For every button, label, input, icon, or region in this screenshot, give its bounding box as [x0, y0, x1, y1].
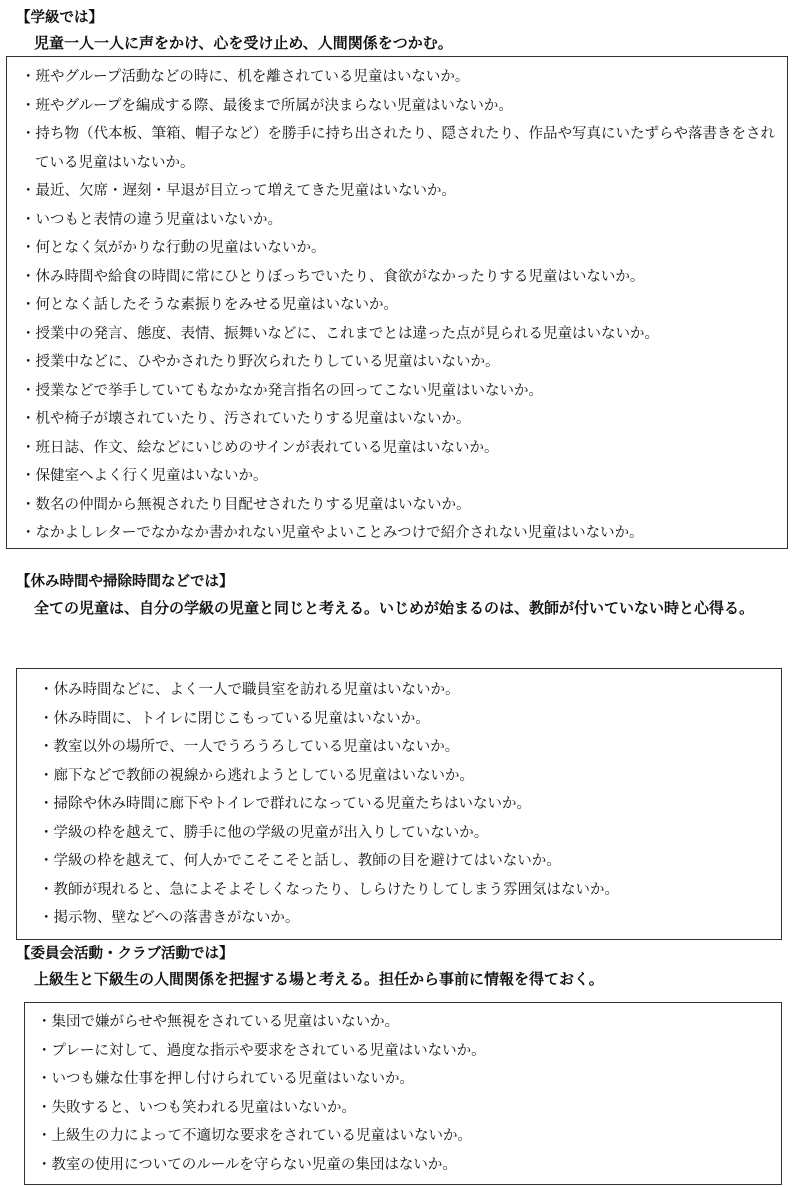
checklist-item: ・ 教室の使用についてのルールを守らない児童の集団はないか。 — [37, 1151, 781, 1180]
checklist-item: ・ 休み時間などに、よく一人で職員室を訪れる児童はいないか。 — [39, 676, 781, 705]
checklist-item: ・ 休み時間に、トイレに閉じこもっている児童はいないか。 — [39, 705, 781, 734]
checklist-item: ・ 学級の枠を越えて、何人かでこそこそと話し、教師の目を避けてはいないか。 — [39, 847, 781, 876]
checklist-item: ・ 掲示物、壁などへの落書きがないか。 — [39, 904, 781, 933]
section-heading-committee: 【委員会活動・クラブ活動では】 — [16, 946, 234, 962]
checklist-box-committee — [24, 1002, 782, 1185]
section-lead-class: 児童一人一人に声をかけ、心を受け止め、人間関係をつかむ。 — [34, 34, 453, 52]
section-lead-committee: 上級生と下級生の人間関係を把握する場と考える。担任から事前に情報を得ておく。 — [34, 970, 604, 988]
section-heading-class: 【学級では】 — [16, 10, 103, 26]
checklist-item: ・ 何となく気がかりな行動の児童はいないか。 — [21, 234, 787, 263]
checklist-item: ・ 休み時間や給食の時間に常にひとりぼっちでいたり、食欲がなかったりする児童はいないか。 — [21, 263, 787, 292]
checklist-box-class — [6, 56, 788, 549]
checklist-item: ・ いつも嫌な仕事を押し付けられている児童はいないか。 — [37, 1065, 781, 1094]
checklist-item: ・ 持ち物（代本板、筆箱、帽子など）を勝手に持ち出されたり、隠されたり、作品や写真にいたずらや落書きをされている児童はいないか。 — [21, 120, 787, 177]
checklist-item: ・ 授業中などに、ひやかされたり野次られたりしている児童はいないか。 — [21, 348, 787, 377]
checklist-item: ・ 学級の枠を越えて、勝手に他の学級の児童が出入りしていないか。 — [39, 819, 781, 848]
checklist-item: ・ 失敗すると、いつも笑われる児童はいないか。 — [37, 1094, 781, 1123]
checklist-item: ・ 班やグループ活動などの時に、机を離されている児童はいないか。 — [21, 63, 787, 92]
section-lead-recess: 全ての児童は、自分の学級の児童と同じと考える。いじめが始まるのは、教師が付いていない時と心得る。 — [34, 599, 755, 617]
checklist-item: ・ 集団で嫌がらせや無視をされている児童はいないか。 — [37, 1008, 781, 1037]
checklist-item: ・ 保健室へよく行く児童はいないか。 — [21, 462, 787, 491]
checklist-item: ・ なかよしレターでなかなか書かれない児童やよいことみつけで紹介されない児童はいないか。 — [21, 519, 787, 548]
checklist-item: ・ いつもと表情の違う児童はいないか。 — [21, 206, 787, 235]
checklist-item: ・ 廊下などで教師の視線から逃れようとしている児童はいないか。 — [39, 762, 781, 791]
checklist-item: ・ 最近、欠席・遅刻・早退が目立って増えてきた児童はいないか。 — [21, 177, 787, 206]
checklist-item: ・ 机や椅子が壊されていたり、汚されていたりする児童はいないか。 — [21, 405, 787, 434]
checklist-item: ・ 何となく話したそうな素振りをみせる児童はいないか。 — [21, 291, 787, 320]
checklist-item: ・ 掃除や休み時間に廊下やトイレで群れになっている児童たちはいないか。 — [39, 790, 781, 819]
checklist-item: ・ 上級生の力によって不適切な要求をされている児童はいないか。 — [37, 1122, 781, 1151]
checklist-item: ・ 授業などで挙手していてもなかなか発言指名の回ってこない児童はいないか。 — [21, 377, 787, 406]
checklist-item: ・ 班日誌、作文、絵などにいじめのサインが表れている児童はいないか。 — [21, 434, 787, 463]
section-heading-recess: 【休み時間や掃除時間などでは】 — [16, 574, 234, 590]
checklist-item: ・ 班やグループを編成する際、最後まで所属が決まらない児童はいないか。 — [21, 92, 787, 121]
checklist-item: ・ 数名の仲間から無視されたり目配せされたりする児童はいないか。 — [21, 491, 787, 520]
checklist-item: ・ 教室以外の場所で、一人でうろうろしている児童はいないか。 — [39, 733, 781, 762]
checklist-item: ・ プレーに対して、過度な指示や要求をされている児童はいないか。 — [37, 1037, 781, 1066]
checklist-box-recess — [16, 668, 782, 940]
checklist-item: ・ 教師が現れると、急によそよそしくなったり、しらけたりしてしまう雰囲気はないか。 — [39, 876, 781, 905]
checklist-item: ・ 授業中の発言、態度、表情、振舞いなどに、これまでとは違った点が見られる児童はいないか。 — [21, 320, 787, 349]
